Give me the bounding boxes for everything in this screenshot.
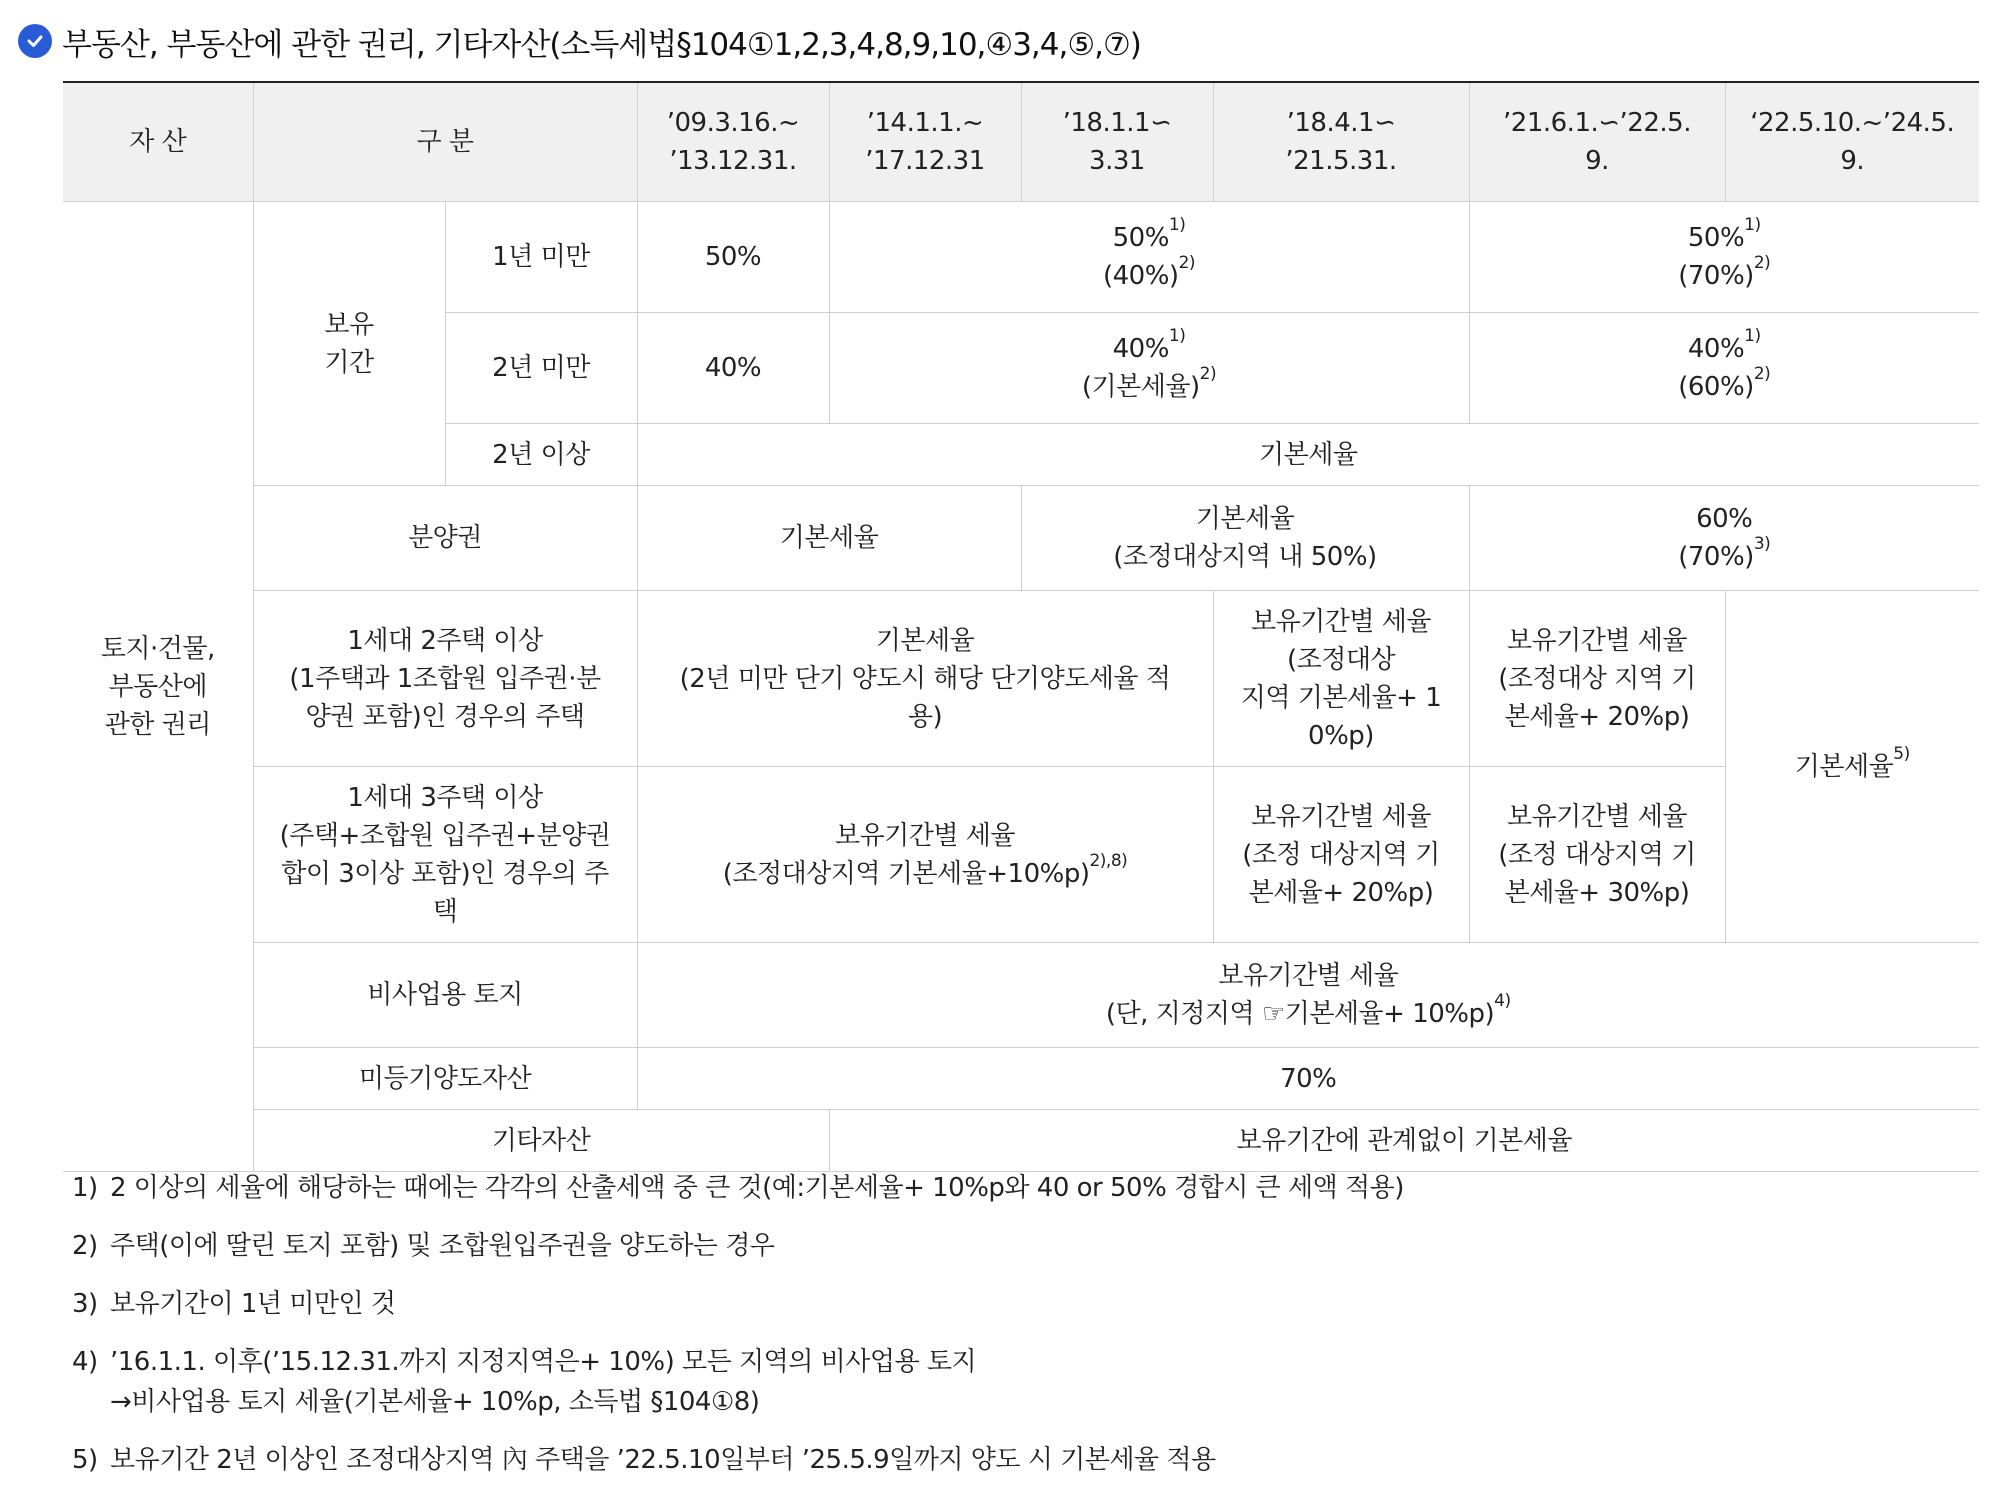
rate-cell: 보유기간에 관계없이 기본세율 [829,1110,1979,1172]
footnote: 3) 보유기간이 1년 미만인 것 [72,1289,396,1319]
footnote: 2) 주택(이에 딸린 토지 포함) 및 조합원입주권을 양도하는 경우 [72,1231,775,1261]
table-row [63,486,1979,591]
row-label: 1세대 3주택 이상 (주택+조합원 입주권+분양권 합이 3이상 포함)인 경우의 주 택 [253,767,637,943]
table-row [63,1110,1979,1172]
rate-cell: 보유기간별 세율 (조정대상지역 기본세율+10%p)$^{2),8)}$ [637,767,1213,943]
header-period-6: ‘22.5.10.~’24.5. 9. [1725,82,1979,202]
table-row [63,591,1979,767]
header-period-4: ’18.4.1∽ ’21.5.31. [1213,82,1469,202]
rate-cell: 보유기간별 세율 (조정대상 지역 기본세율+ 1 0%p) [1213,591,1469,767]
asset-group-cell: 토지·건물, 부동산에 관한 권리 [63,202,253,1172]
holding-period-label: 보유 기간 [253,202,445,486]
header-period-1: ’09.3.16.~ ’13.12.31. [637,82,829,202]
rate-cell: 40%$^{1)}$ $(60\%)^{2)}$ [1469,313,1979,424]
row-label: 1년 미만 [445,202,637,313]
rate-cell: 보유기간별 세율 (조정대상 지역 기 본세율+ 20%p) [1469,591,1725,767]
rate-cell: 보유기간별 세율 (조정 대상지역 기 본세율+ 30%p) [1469,767,1725,943]
rate-cell: 70% [637,1048,1979,1110]
row-label: 미등기양도자산 [253,1048,637,1110]
row-label: 1세대 2주택 이상 (1주택과 1조합원 입주권·분 양권 포함)인 경우의 주택 [253,591,637,767]
rate-cell: 40%$^{1)}$ (기본세율)$^{2)}$ [829,313,1469,424]
rate-cell: 60% $(70\%)^{3)}$ [1469,486,1979,591]
rate-cell: 기본세율 (조정대상지역 내 50%) [1021,486,1469,591]
rate-cell: 기본세율 (2년 미만 단기 양도시 해당 단기양도세율 적 용) [637,591,1213,767]
header-period-2: ’14.1.1.~ ’17.12.31 [829,82,1021,202]
tax-rate-table [63,81,1979,1172]
footnotes [72,1168,1404,1498]
header-period-5: ’21.6.1.∽’22.5. 9. [1469,82,1725,202]
table-row [63,202,1979,313]
rate-cell: 보유기간별 세율 (조정 대상지역 기 본세율+ 20%p) [1213,767,1469,943]
table-row [63,1048,1979,1110]
table-row [63,943,1979,1048]
check-circle-icon [18,24,52,58]
title-text: 부동산, 부동산에 관한 권리, 기타자산(소득세법§104①1,2,3,4,8,9,10,④3,4,⑤,⑦) [62,26,1141,63]
rate-cell: 기본세율 [637,486,1021,591]
rate-cell: 50%$^{1)}$ $(70\%)^{2)}$ [1469,202,1979,313]
rate-cell: 50%$^{1)}$ $(40\%)^{2)}$ [829,202,1469,313]
rate-cell: 보유기간별 세율 (단, 지정지역 ☞기본세율+ 10%p)$^{4)}$ [637,943,1979,1048]
header-category: 구 분 [253,82,637,202]
table-row [63,767,1979,943]
rate-cell: 기본세율$^{5)}$ [1725,591,1979,943]
header-asset: 자 산 [63,82,253,202]
header-period-3: ’18.1.1∽ 3.31 [1021,82,1213,202]
row-label: 비사업용 토지 [253,943,637,1048]
row-label: 분양권 [253,486,637,591]
footnote: 1) 2 이상의 세율에 해당하는 때에는 각각의 산출세액 중 큰 것(예:기본세율+ 10%p와 40 or 50% 경합시 큰 세액 적용) [72,1173,1404,1203]
row-label: 2년 이상 [445,424,637,486]
row-label: 2년 미만 [445,313,637,424]
footnote: 5) 보유기간 2년 이상인 조정대상지역 內 주택을 ’22.5.10일부터 ’25.5.9일까지 양도 시 기본세율 적용 [72,1445,1216,1475]
footnote: 4) ’16.1.1. 이후(’15.12.31.까지 지정지역은+ 10%) 모든 지역의 비사업용 토지 →비사업용 토지 세율(기본세율+ 10%p, 소득법 §104①8) [72,1347,977,1417]
rate-cell: 40% [637,313,829,424]
rate-cell: 50% [637,202,829,313]
rate-cell: 기본세율 [637,424,1979,486]
row-label: 기타자산 [253,1110,829,1172]
header-row [63,82,1979,202]
section-title [18,18,1141,64]
